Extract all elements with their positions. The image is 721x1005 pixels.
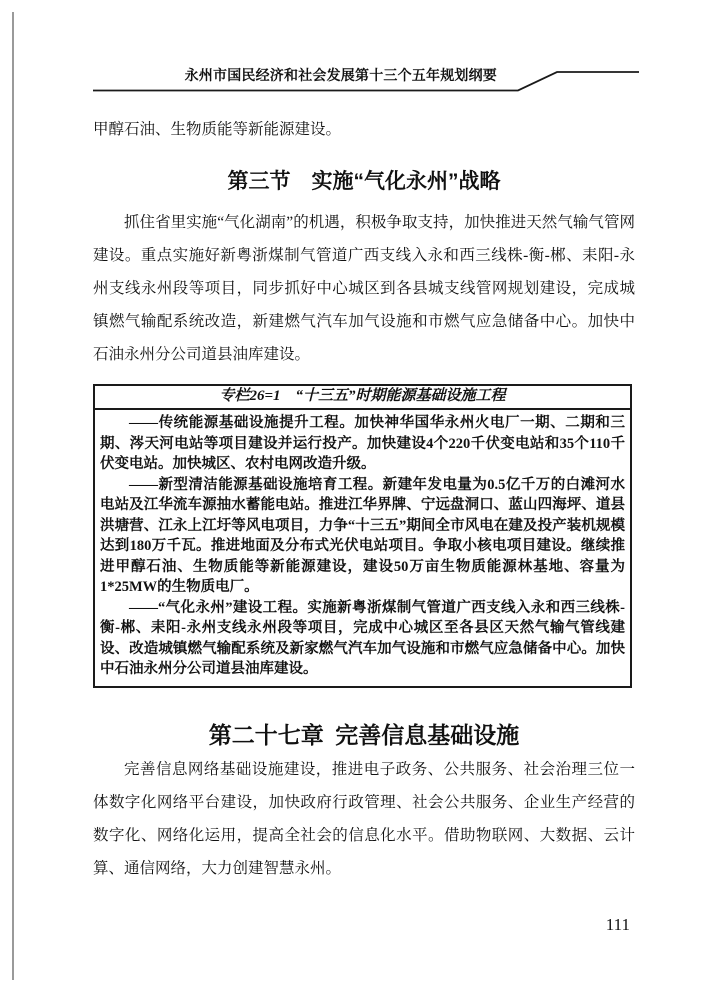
column-box-paragraph: ——“气化永州”建设工程。实施新粤浙煤制气管道广西支线入永和西三线株-衡-郴、耒阳-永州支线永州段等项目，完成中心城区至各县区天然气输气管线建设、改造城镇燃气输配系统及新家燃气汽车加气设施和市燃气应急储备中心。加快中石油永州分公司道县油库建设。 bbox=[100, 599, 625, 677]
body-intro-line: 甲醇石油、生物质能等新能源建设。 bbox=[93, 121, 342, 138]
page-edge-line bbox=[12, 12, 14, 980]
page-number: 111 bbox=[605, 915, 630, 934]
column-box-body bbox=[95, 410, 630, 686]
column-box bbox=[93, 384, 632, 688]
chapter-paragraph: 完善信息网络基础设施建设，推进电子政务、公共服务、社会治理三位一体数字化网络平台建设，加快政府行政管理、社会公共服务、企业生产经营的数字化、网络化运用，提高全社会的信息化水平。借助物联网、大数据、云计算、通信网络，大力创建智慧永州。 bbox=[93, 761, 635, 877]
section-heading: 第三节 实施“气化永州”战略 bbox=[227, 170, 501, 193]
column-box-paragraph: ——新型清洁能源基础设施培育工程。新建年发电量为0.5亿千万的白滩河水电站及江华流车源抽水蓄能电站。推进江华界牌、宁远盘洞口、蓝山四海坪、道县洪塘营、江永上江圩等风电项目，力争“十三五”期间全市风电在建及投产装机规模达到180万千瓦。推进地面及分布式光伏电站项目。争取小核电项目建设。继续推进甲醇石油、生物质能等新能源建设，建设50万亩生物质能源林基地、容量为1*25MW的生物质电厂。 bbox=[100, 476, 625, 595]
running-header-title: 永州市国民经济和社会发展第十三个五年规划纲要 bbox=[184, 69, 497, 84]
column-box-paragraph: ——传统能源基础设施提升工程。加快神华国华永州火电厂一期、二期和三期、涔天河电站等项目建设并运行投产。加快建设4个220千伏变电站和35个110千伏变电站。加快城区、农村电网改造升级。 bbox=[100, 415, 625, 472]
header-rule bbox=[93, 70, 639, 93]
column-box-title: 专栏26=1 “十三五”时期能源基础设施工程 bbox=[95, 386, 630, 410]
chapter-heading: 第二十七章 完善信息基础设施 bbox=[208, 722, 520, 748]
section-paragraph: 抓住省里实施“气化湖南”的机遇，积极争取支持，加快推进天然气输气管网建设。重点实施好新粤浙煤制气管道广西支线入永和西三线株-衡-郴、耒阳-永州支线永州段等项目，同步抓好中心城区到各县城支线管网规划建设，完成城镇燃气输配系统改造，新建燃气汽车加气设施和市燃气应急储备中心。加快中石油永州分公司道县油库建设。 bbox=[93, 214, 635, 363]
